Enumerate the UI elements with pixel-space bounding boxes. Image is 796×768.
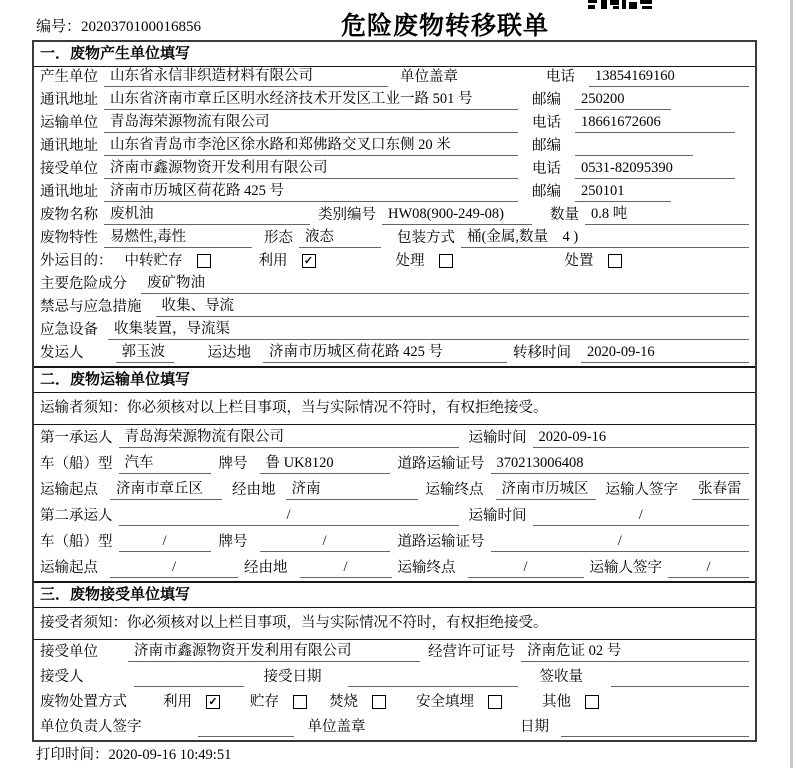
field-value: [198, 718, 294, 737]
field-label: 废物名称: [40, 207, 98, 223]
form-row: [34, 343, 755, 366]
field-value: 山东省济南市章丘区明水经济技术开发区工业一路 501 号: [104, 90, 518, 110]
field-value: 18661672606: [575, 113, 735, 133]
field-label: 第一承运人: [40, 430, 113, 446]
field-value: 济南市鑫源物资开发利用有限公司: [104, 159, 518, 179]
field-label: 运输时间: [468, 508, 527, 524]
field-value: 济南市历城区荷花路 425 号: [263, 343, 507, 363]
checkbox-unchecked: [608, 254, 622, 268]
form-row: [34, 715, 755, 740]
field-value: /: [491, 532, 750, 552]
checkbox-unchecked: [585, 695, 599, 709]
field-value: /: [300, 558, 392, 578]
field-label: 道路运输证号: [397, 534, 485, 550]
field-label: 道路运输证号: [397, 456, 485, 472]
form-row: [34, 90, 755, 113]
field-value: HW08(900-249-08): [382, 205, 532, 225]
checkbox-unchecked: [293, 695, 307, 709]
checkbox-checked: ✓: [206, 695, 220, 709]
field-value: 青岛海荣源物流有限公司: [104, 113, 518, 133]
field-value: 370213006408: [491, 454, 750, 474]
form-row: [34, 205, 755, 228]
field-value: 250200: [575, 90, 671, 110]
document-header: [32, 6, 757, 40]
form-row: [34, 477, 755, 503]
form-row: [34, 555, 755, 581]
checkbox-unchecked: [197, 254, 211, 268]
field-value: /: [668, 558, 749, 578]
field-label: 运输起点: [40, 560, 98, 576]
field-value: [348, 668, 518, 687]
transfer-form: [32, 40, 757, 742]
field-label: 通讯地址: [40, 184, 98, 200]
section-header: 三．废物接受单位填写: [34, 583, 755, 608]
field-label: 电话: [532, 115, 561, 131]
field-label: 产生单位: [40, 69, 98, 85]
field-value: 液态: [299, 228, 381, 248]
field-label: 电话: [546, 69, 575, 85]
field-label: 应急设备: [40, 322, 98, 338]
field-value: 济南市鑫源物资开发利用有限公司: [128, 642, 420, 662]
field-value: 0.8 吨: [585, 205, 749, 225]
field-label: 接受单位: [40, 644, 98, 660]
page-title: 危险废物转移联单: [340, 13, 550, 40]
checkbox-unchecked: [488, 695, 502, 709]
field-label: 邮编: [532, 138, 561, 154]
field-label: 牌号: [218, 456, 248, 472]
field-label: 日期: [520, 719, 549, 735]
field-label: 贮存: [250, 694, 279, 710]
form-row: [34, 640, 755, 665]
field-label: 运输人签字: [605, 482, 678, 498]
form-row: [34, 320, 755, 343]
field-value: 济南: [286, 480, 418, 500]
field-label: 单位盖章: [307, 719, 366, 735]
field-value: 收集装置，导流渠: [108, 320, 749, 340]
field-label: 运输人签字: [589, 560, 662, 576]
field-value: 山东省青岛市李沧区徐水路和郑佛路交叉口东侧 20 米: [104, 136, 518, 156]
field-label: 单位盖章: [400, 69, 458, 85]
field-value: /: [110, 558, 238, 578]
qr-code-fragment-icon: [588, 0, 652, 9]
print-time-line: [36, 747, 796, 764]
form-row: [34, 503, 755, 529]
field-label: 接受人: [40, 669, 84, 685]
field-value: 山东省永信非织造材料有限公司: [104, 67, 388, 87]
form-row: [34, 113, 755, 136]
field-value: 250101: [575, 182, 671, 202]
form-section: [34, 366, 755, 581]
print-time-label: 打印时间：: [36, 747, 109, 763]
field-value: 济南市历城区荷花路 425 号: [104, 182, 518, 202]
field-value: 青岛海荣源物流有限公司: [119, 428, 459, 448]
checkbox-unchecked: [439, 254, 453, 268]
field-label: 经由地: [232, 482, 276, 498]
field-value: 易燃性,毒性: [104, 228, 252, 248]
field-label: 禁忌与应急措施: [40, 299, 142, 315]
field-value: 2020-09-16: [533, 428, 750, 448]
field-label: 利用: [163, 694, 192, 710]
field-value: 济南市章丘区: [110, 480, 222, 500]
form-row: [34, 297, 755, 320]
form-row: [34, 136, 755, 159]
form-row: [34, 451, 755, 477]
page-edge-divider: [790, 0, 793, 768]
form-section: [34, 581, 755, 740]
field-label: 类别编号: [318, 207, 376, 223]
form-row: [34, 274, 755, 297]
field-label: 邮编: [532, 92, 561, 108]
field-label: 外运目的：: [40, 253, 113, 269]
field-value: 桶(金属,数量 4 ): [461, 228, 749, 248]
field-value: [134, 668, 244, 687]
field-label: 经营许可证号: [428, 644, 515, 660]
field-label: 利用: [258, 253, 288, 269]
field-label: 牌号: [218, 534, 248, 550]
field-label: 运达地: [207, 345, 251, 361]
section-header: 一．废物产生单位填写: [34, 42, 755, 67]
field-value: /: [119, 532, 211, 552]
field-value: 废机油: [104, 205, 310, 225]
form-row: [34, 67, 755, 90]
field-label: 签收量: [539, 669, 583, 685]
field-label: 第二承运人: [40, 508, 113, 524]
field-label: 运输单位: [40, 115, 98, 131]
field-label: 发运人: [40, 345, 84, 361]
field-value: 汽车: [119, 454, 211, 474]
form-row: [34, 529, 755, 555]
field-value: [561, 718, 749, 737]
field-label: 运输终点: [425, 482, 484, 498]
serial-number: 2020370100016856: [81, 19, 202, 35]
field-label: 邮编: [532, 184, 561, 200]
field-label: 包装方式: [397, 230, 455, 246]
field-label: 其他: [542, 694, 571, 710]
field-value: /: [468, 558, 584, 578]
field-label: 形态: [264, 230, 293, 246]
field-label: 主要危险成分: [40, 276, 127, 292]
field-label: 处理: [395, 253, 425, 269]
field-label: 车（船）型: [40, 456, 113, 472]
section-note: 运输者须知：你必须核对以上栏目事项，当与实际情况不符时，有权拒绝接受。: [34, 393, 755, 425]
field-label: 处置: [564, 253, 594, 269]
form-row: [34, 690, 755, 715]
form-row: [34, 425, 755, 451]
field-label: 中转贮存: [124, 253, 183, 269]
field-label: 接受单位: [40, 161, 98, 177]
field-value: 收集、导流: [156, 297, 750, 317]
field-label: 通讯地址: [40, 92, 98, 108]
field-label: 电话: [532, 161, 561, 177]
field-label: 运输终点: [397, 560, 456, 576]
field-value: 废矿物油: [141, 274, 749, 294]
field-value: 0531-82095390: [575, 159, 735, 179]
field-label: 运输起点: [40, 482, 98, 498]
form-row: [34, 665, 755, 690]
form-row: [34, 251, 755, 274]
section-header: 二．废物运输单位填写: [34, 368, 755, 393]
serial-number-line: [36, 15, 201, 36]
form-row: [34, 159, 755, 182]
field-value: 鲁 UK8120: [260, 454, 390, 474]
field-label: 接受日期: [263, 669, 322, 685]
field-label: 安全填埋: [416, 694, 474, 710]
form-row: [34, 228, 755, 251]
field-label: 车（船）型: [40, 534, 113, 550]
field-value: [575, 137, 693, 156]
field-label: 数量: [550, 207, 579, 223]
checkbox-unchecked: [372, 695, 386, 709]
field-label: 转移时间: [513, 345, 571, 361]
field-value: 郭玉波: [116, 343, 174, 363]
field-label: 运输时间: [468, 430, 527, 446]
field-value: 济南危证 02 号: [521, 642, 749, 662]
form-row: [34, 182, 755, 205]
field-value: 张春雷: [692, 480, 749, 500]
field-value: 济南市历城区: [496, 480, 596, 500]
field-value: /: [260, 532, 390, 552]
field-value: [611, 668, 749, 687]
field-label: 通讯地址: [40, 138, 98, 154]
section-note: 接受者须知：你必须核对以上栏目事项，当与实际情况不符时，有权拒绝接受。: [34, 608, 755, 640]
field-label: 废物特性: [40, 230, 98, 246]
field-label: 焚烧: [329, 694, 358, 710]
field-value: /: [533, 506, 750, 526]
serial-label: 编号：: [36, 19, 82, 35]
field-value: 13854169160: [589, 67, 749, 87]
checkbox-checked: ✓: [302, 254, 316, 268]
form-section: [34, 42, 755, 366]
field-label: 经由地: [244, 560, 288, 576]
field-value: /: [119, 506, 459, 526]
field-value: 2020-09-16: [581, 343, 749, 363]
field-label: 废物处置方式: [40, 694, 127, 710]
field-label: 单位负责人签字: [40, 719, 142, 735]
print-time-value: 2020-09-16 10:49:51: [108, 747, 232, 763]
